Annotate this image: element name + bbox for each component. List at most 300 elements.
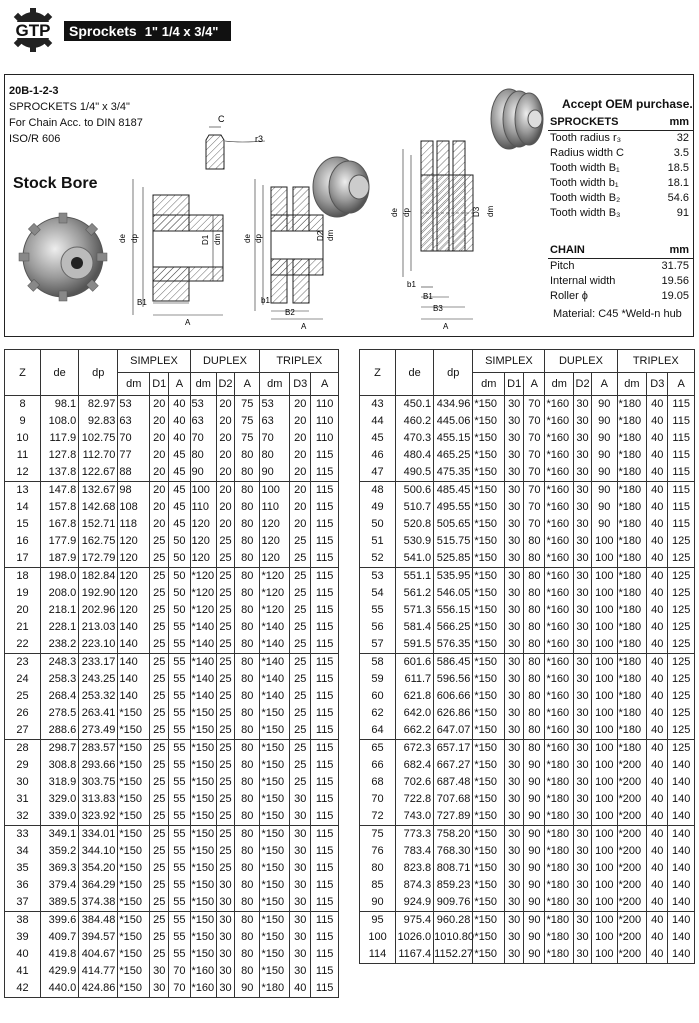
- table-cell: *150: [473, 912, 505, 930]
- table-cell: 125: [668, 585, 695, 602]
- table-cell: *180: [617, 705, 647, 722]
- table-cell: 50: [169, 602, 190, 619]
- table-cell: 64: [360, 722, 396, 740]
- table-cell: 45: [169, 516, 190, 533]
- table-cell: 359.2: [41, 843, 79, 860]
- table-cell: 115: [311, 619, 339, 636]
- table-cell: 112.70: [79, 447, 118, 464]
- table-cell: *150: [190, 826, 217, 844]
- table-cell: 115: [311, 568, 339, 586]
- table-cell: *150: [473, 774, 505, 791]
- table-cell: 90: [524, 791, 545, 808]
- table-row: [360, 619, 695, 636]
- table-cell: 90: [524, 877, 545, 894]
- table-cell: 18: [5, 568, 41, 586]
- table-cell: 192.90: [79, 585, 118, 602]
- table-cell: 208.0: [41, 585, 79, 602]
- table-cell: 25: [217, 550, 235, 568]
- table-cell: 20: [217, 464, 235, 482]
- table-cell: 140: [118, 688, 150, 705]
- table-cell: 30: [505, 396, 524, 414]
- table-row: [360, 774, 695, 791]
- table-row: [360, 722, 695, 740]
- header-de: de: [41, 350, 79, 396]
- table-cell: 120: [118, 550, 150, 568]
- table-cell: 30: [505, 499, 524, 516]
- table-cell: 500.6: [396, 482, 434, 500]
- table-cell: 13: [5, 482, 41, 500]
- table-row: [5, 929, 339, 946]
- table-row: [5, 671, 339, 688]
- table-cell: 60: [360, 688, 396, 705]
- chain-spec-table: [548, 243, 693, 304]
- table-cell: *180: [617, 585, 647, 602]
- table-cell: 606.66: [434, 688, 473, 705]
- table-cell: 30: [505, 654, 524, 672]
- table-cell: 90: [524, 860, 545, 877]
- table-cell: 52: [360, 550, 396, 568]
- table-cell: 535.95: [434, 568, 473, 586]
- table-cell: 100: [592, 568, 617, 586]
- label-d2: D2: [316, 230, 325, 241]
- table-cell: *160: [545, 740, 574, 758]
- table-cell: 55: [169, 860, 190, 877]
- table-cell: 115: [311, 688, 339, 705]
- table-cell: 30: [217, 894, 235, 912]
- table-cell: 125: [668, 722, 695, 740]
- table-cell: 118: [118, 516, 150, 533]
- table-cell: 162.75: [79, 533, 118, 550]
- table-cell: 510.7: [396, 499, 434, 516]
- table-cell: 70: [524, 430, 545, 447]
- table-cell: *160: [545, 499, 574, 516]
- table-cell: 40: [647, 482, 668, 500]
- spec-value: 19.05: [661, 290, 689, 302]
- table-cell: 566.25: [434, 619, 473, 636]
- table-cell: 46: [360, 447, 396, 464]
- simplex-drawing: [133, 179, 223, 315]
- table-cell: *200: [617, 912, 647, 930]
- header-z: Z: [5, 350, 41, 396]
- table-cell: 75: [235, 396, 260, 414]
- table-cell: 80: [235, 654, 260, 672]
- table-cell: 25: [150, 619, 169, 636]
- table-row: [360, 791, 695, 808]
- table-cell: 440.0: [41, 980, 79, 998]
- table-cell: 55: [169, 688, 190, 705]
- table-cell: *180: [617, 413, 647, 430]
- table-cell: 20: [217, 396, 235, 414]
- table-cell: 308.8: [41, 757, 79, 774]
- table-cell: 20: [150, 499, 169, 516]
- table-cell: *150: [260, 722, 290, 740]
- label-dm-3: dm: [486, 205, 495, 217]
- table-cell: 424.86: [79, 980, 118, 998]
- table-cell: 298.7: [41, 740, 79, 758]
- table-cell: 30: [574, 705, 592, 722]
- table-cell: 33: [5, 826, 41, 844]
- table-cell: 80: [260, 447, 290, 464]
- table-cell: 55: [169, 740, 190, 758]
- table-cell: *200: [617, 791, 647, 808]
- spec-label: Internal width: [550, 275, 616, 287]
- table-cell: 100: [592, 808, 617, 826]
- table-cell: *160: [545, 447, 574, 464]
- table-cell: 80: [524, 619, 545, 636]
- table-cell: 25: [150, 533, 169, 550]
- table-cell: 30: [505, 550, 524, 568]
- table-cell: *150: [473, 929, 505, 946]
- table-cell: 80: [524, 705, 545, 722]
- table-cell: 125: [668, 636, 695, 654]
- table-cell: *180: [545, 877, 574, 894]
- table-cell: 55: [360, 602, 396, 619]
- table-cell: 40: [647, 877, 668, 894]
- table-cell: 140: [668, 808, 695, 826]
- header-simplex-right: SIMPLEX: [473, 350, 545, 373]
- table-cell: *150: [118, 860, 150, 877]
- table-cell: 561.2: [396, 585, 434, 602]
- table-cell: 100: [592, 550, 617, 568]
- table-cell: 40: [647, 705, 668, 722]
- table-cell: *150: [118, 929, 150, 946]
- table-cell: 77: [118, 447, 150, 464]
- table-cell: 485.45: [434, 482, 473, 500]
- right-table-body: [360, 396, 695, 964]
- table-cell: 45: [169, 482, 190, 500]
- table-cell: 40: [647, 826, 668, 844]
- table-cell: 120: [118, 568, 150, 586]
- table-row: [360, 688, 695, 705]
- table-cell: 30: [505, 946, 524, 964]
- table-cell: 40: [647, 740, 668, 758]
- table-cell: *180: [617, 671, 647, 688]
- table-cell: 140: [118, 654, 150, 672]
- table-cell: *150: [473, 482, 505, 500]
- table-cell: 80: [235, 912, 260, 930]
- table-cell: 115: [311, 757, 339, 774]
- stock-bore-sprocket-image: [19, 213, 107, 301]
- table-cell: *140: [260, 619, 290, 636]
- table-cell: 30: [574, 843, 592, 860]
- table-cell: 115: [311, 826, 339, 844]
- table-cell: 31: [5, 791, 41, 808]
- table-cell: 25: [217, 705, 235, 722]
- table-cell: 25: [150, 929, 169, 946]
- table-cell: 125: [668, 654, 695, 672]
- table-cell: 25: [217, 585, 235, 602]
- table-cell: 80: [524, 740, 545, 758]
- table-cell: 323.92: [79, 808, 118, 826]
- table-cell: 30: [574, 413, 592, 430]
- table-cell: 20: [217, 482, 235, 500]
- table-cell: 55: [169, 619, 190, 636]
- header-triplex: TRIPLEX: [260, 350, 339, 373]
- table-cell: 108: [118, 499, 150, 516]
- table-cell: *160: [545, 533, 574, 550]
- column-header: D2: [574, 373, 592, 396]
- table-cell: *160: [190, 963, 217, 980]
- table-cell: 85: [360, 877, 396, 894]
- table-cell: *150: [473, 877, 505, 894]
- product-line-2: For Chain Acc. to DIN 8187: [9, 117, 143, 129]
- column-header: A: [311, 373, 339, 396]
- table-cell: 30: [505, 808, 524, 826]
- table-cell: *150: [118, 826, 150, 844]
- table-cell: 36: [5, 877, 41, 894]
- table-cell: 1152.27: [434, 946, 473, 964]
- spec-label: Tooth width B₃: [550, 207, 621, 219]
- table-cell: 100: [592, 722, 617, 740]
- table-cell: 30: [574, 740, 592, 758]
- table-cell: 80: [235, 963, 260, 980]
- table-cell: *160: [545, 568, 574, 586]
- table-cell: 80: [235, 568, 260, 586]
- table-cell: *180: [617, 636, 647, 654]
- table-cell: 50: [169, 550, 190, 568]
- table-cell: *150: [260, 963, 290, 980]
- table-cell: *150: [118, 877, 150, 894]
- table-cell: 743.0: [396, 808, 434, 826]
- table-cell: 50: [169, 585, 190, 602]
- column-header: dm: [118, 373, 150, 396]
- gtp-logo: [4, 8, 62, 52]
- table-cell: 44: [360, 413, 396, 430]
- table-row: [360, 568, 695, 586]
- table-row: [360, 757, 695, 774]
- table-cell: 30: [505, 929, 524, 946]
- table-cell: 100: [592, 757, 617, 774]
- column-header: A: [592, 373, 617, 396]
- table-cell: *160: [545, 585, 574, 602]
- table-cell: 25: [290, 705, 311, 722]
- table-cell: 100: [592, 740, 617, 758]
- table-cell: 40: [647, 585, 668, 602]
- table-cell: 140: [668, 894, 695, 912]
- table-row: [5, 894, 339, 912]
- table-cell: 80: [235, 482, 260, 500]
- table-cell: *160: [190, 980, 217, 998]
- table-cell: 773.3: [396, 826, 434, 844]
- table-cell: 45: [169, 447, 190, 464]
- table-cell: *150: [190, 877, 217, 894]
- table-cell: 490.5: [396, 464, 434, 482]
- table-cell: 55: [169, 929, 190, 946]
- column-header: A: [668, 373, 695, 396]
- table-cell: 55: [169, 757, 190, 774]
- table-cell: 40: [647, 464, 668, 482]
- table-row: [360, 499, 695, 516]
- table-cell: 115: [311, 912, 339, 930]
- table-cell: 399.6: [41, 912, 79, 930]
- table-cell: 80: [235, 619, 260, 636]
- table-cell: 647.07: [434, 722, 473, 740]
- table-row: [360, 894, 695, 912]
- table-cell: 586.45: [434, 654, 473, 672]
- table-cell: 55: [169, 654, 190, 672]
- table-cell: 30: [290, 894, 311, 912]
- table-cell: 100: [592, 843, 617, 860]
- table-cell: 80: [235, 688, 260, 705]
- table-cell: 960.28: [434, 912, 473, 930]
- table-cell: 23: [5, 654, 41, 672]
- table-cell: 515.75: [434, 533, 473, 550]
- spec-panel: [4, 74, 694, 337]
- table-cell: 30: [574, 533, 592, 550]
- table-cell: 55: [169, 877, 190, 894]
- table-cell: *150: [473, 636, 505, 654]
- table-cell: *150: [260, 774, 290, 791]
- table-cell: 110: [190, 499, 217, 516]
- table-cell: 29: [5, 757, 41, 774]
- table-cell: 125: [668, 550, 695, 568]
- spec-label: Tooth width B₂: [550, 192, 621, 204]
- table-cell: 16: [5, 533, 41, 550]
- table-cell: 667.27: [434, 757, 473, 774]
- table-cell: 140: [668, 877, 695, 894]
- table-cell: *150: [118, 705, 150, 722]
- table-row: [360, 705, 695, 722]
- spec-label: Tooth width b₁: [550, 177, 619, 189]
- table-cell: 90: [592, 499, 617, 516]
- table-cell: 30: [574, 516, 592, 533]
- table-row: [360, 808, 695, 826]
- table-row: [360, 430, 695, 447]
- dimension-table-left: [4, 349, 339, 998]
- table-cell: *150: [473, 826, 505, 844]
- table-cell: 30: [574, 946, 592, 964]
- table-cell: 140: [668, 843, 695, 860]
- table-cell: 115: [311, 499, 339, 516]
- table-cell: 55: [169, 705, 190, 722]
- table-cell: 82.97: [79, 396, 118, 414]
- table-cell: *200: [617, 946, 647, 964]
- table-cell: 55: [169, 912, 190, 930]
- table-cell: 120: [118, 585, 150, 602]
- table-cell: 88: [118, 464, 150, 482]
- table-cell: 40: [647, 688, 668, 705]
- table-cell: 404.67: [79, 946, 118, 963]
- table-cell: 115: [311, 877, 339, 894]
- table-cell: *150: [190, 740, 217, 758]
- table-cell: 30: [505, 533, 524, 550]
- table-cell: 10: [5, 430, 41, 447]
- table-cell: 808.71: [434, 860, 473, 877]
- table-cell: 25: [217, 533, 235, 550]
- table-cell: 30: [505, 774, 524, 791]
- table-cell: 25: [150, 585, 169, 602]
- table-cell: *150: [118, 757, 150, 774]
- table-cell: 495.55: [434, 499, 473, 516]
- label-dp-2: dp: [254, 234, 263, 243]
- table-cell: 40: [647, 791, 668, 808]
- table-cell: *140: [190, 619, 217, 636]
- stock-bore-label: Stock Bore: [13, 175, 98, 192]
- table-cell: 505.65: [434, 516, 473, 533]
- table-cell: 30: [505, 740, 524, 758]
- table-cell: 70: [524, 516, 545, 533]
- table-cell: 100: [592, 602, 617, 619]
- table-cell: *160: [545, 413, 574, 430]
- table-cell: 30: [574, 636, 592, 654]
- table-cell: 125: [668, 619, 695, 636]
- table-cell: 100: [592, 826, 617, 844]
- table-cell: 672.3: [396, 740, 434, 758]
- chain-spec-unit: mm: [648, 243, 693, 259]
- label-de-1: de: [118, 234, 127, 243]
- table-cell: 25: [290, 654, 311, 672]
- table-cell: 30: [574, 774, 592, 791]
- table-cell: 530.9: [396, 533, 434, 550]
- table-cell: 100: [592, 654, 617, 672]
- table-cell: 30: [574, 430, 592, 447]
- table-cell: 20: [217, 447, 235, 464]
- table-cell: 30: [505, 705, 524, 722]
- table-cell: 30: [505, 671, 524, 688]
- table-cell: *150: [190, 808, 217, 826]
- table-cell: 40: [647, 413, 668, 430]
- table-cell: 25: [290, 774, 311, 791]
- table-cell: 40: [647, 447, 668, 464]
- table-cell: 110: [311, 430, 339, 447]
- table-cell: *150: [190, 791, 217, 808]
- table-cell: 248.3: [41, 654, 79, 672]
- table-cell: 419.8: [41, 946, 79, 963]
- table-cell: 682.4: [396, 757, 434, 774]
- table-cell: 20: [150, 396, 169, 414]
- sprocket-spec-table: [548, 115, 693, 221]
- table-cell: 114: [360, 946, 396, 964]
- label-b1s-3: b1: [407, 280, 416, 289]
- table-cell: 25: [150, 826, 169, 844]
- table-cell: 115: [668, 516, 695, 533]
- table-cell: 50: [360, 516, 396, 533]
- table-cell: 100: [592, 929, 617, 946]
- table-cell: 25: [290, 602, 311, 619]
- table-cell: 30: [505, 568, 524, 586]
- table-cell: 38: [5, 912, 41, 930]
- table-cell: 21: [5, 619, 41, 636]
- table-cell: *120: [190, 585, 217, 602]
- table-row: [5, 688, 339, 705]
- table-cell: *180: [617, 430, 647, 447]
- table-cell: 172.79: [79, 550, 118, 568]
- table-row: [360, 464, 695, 482]
- table-cell: 115: [668, 396, 695, 414]
- table-cell: 20: [150, 464, 169, 482]
- table-cell: 51: [360, 533, 396, 550]
- table-cell: 571.3: [396, 602, 434, 619]
- table-cell: 80: [235, 550, 260, 568]
- header-z-right: Z: [360, 350, 396, 396]
- table-cell: *150: [118, 894, 150, 912]
- table-cell: 115: [311, 533, 339, 550]
- table-cell: *120: [190, 602, 217, 619]
- table-cell: 100: [592, 946, 617, 964]
- table-cell: 115: [311, 636, 339, 654]
- table-cell: 30: [574, 688, 592, 705]
- table-cell: 25: [150, 671, 169, 688]
- table-row: [5, 499, 339, 516]
- table-cell: 120: [118, 533, 150, 550]
- table-cell: 90: [592, 396, 617, 414]
- page-title: Sprockets: [69, 23, 137, 39]
- table-row: [360, 843, 695, 860]
- table-cell: *150: [190, 705, 217, 722]
- table-cell: 140: [668, 929, 695, 946]
- table-cell: 120: [260, 533, 290, 550]
- table-cell: *200: [617, 808, 647, 826]
